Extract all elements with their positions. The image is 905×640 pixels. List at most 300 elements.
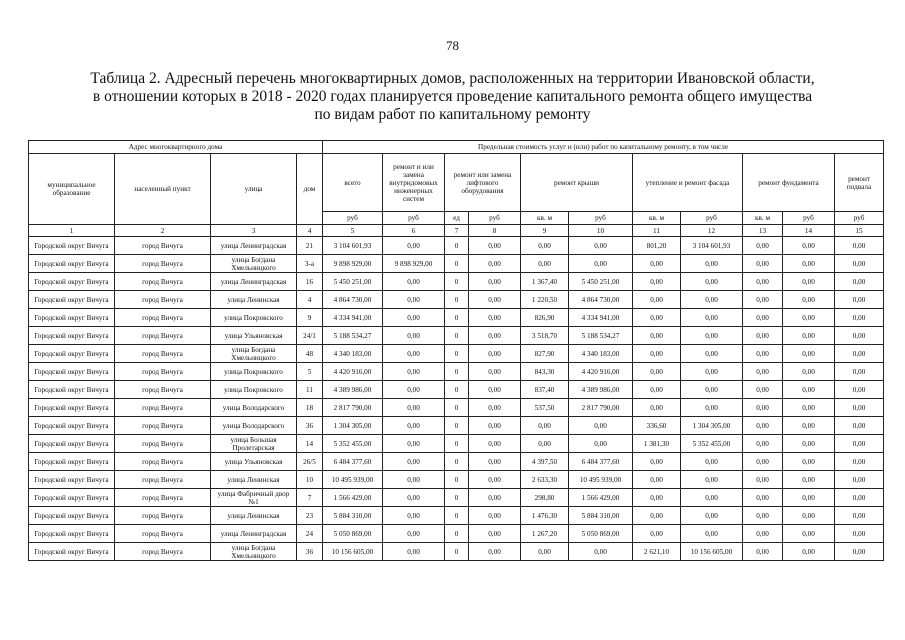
unit-cell: руб: [783, 212, 835, 225]
house-cell: 16: [297, 273, 323, 291]
street-cell: улица Фабричный двор №1: [211, 489, 297, 507]
street-cell: улица Богдана Хмельницкого: [211, 345, 297, 363]
street-cell: улица Ленинская: [211, 291, 297, 309]
house-cell: 11: [297, 381, 323, 399]
total-cost-cell: 10 495 939,00: [323, 471, 383, 489]
roof-cost-cell: 6 484 377,60: [569, 453, 633, 471]
table-row: [29, 435, 884, 453]
foundation-cost-cell: 0,00: [783, 543, 835, 561]
page-number: 78: [446, 38, 459, 53]
total-cost-cell: 9 898 929,00: [323, 255, 383, 273]
total-cost-cell: 4 340 183,00: [323, 345, 383, 363]
column-number-cell: 12: [681, 225, 743, 237]
roof-cost-cell: 5 884 310,00: [569, 507, 633, 525]
engineering-cost-cell: 0,00: [383, 453, 445, 471]
lift-cost-cell: 0,00: [469, 525, 521, 543]
table-row: [29, 417, 884, 435]
facade-area-cell: 0,00: [633, 489, 681, 507]
foundation-area-cell: 0,00: [743, 273, 783, 291]
foundation-cost-cell: 0,00: [783, 399, 835, 417]
basement-cost-cell: 0,00: [835, 507, 884, 525]
locality-cell: город Вичуга: [115, 543, 211, 561]
facade-area-cell: 0,00: [633, 309, 681, 327]
facade-cost-cell: 0,00: [681, 507, 743, 525]
lift-cost-cell: 0,00: [469, 453, 521, 471]
foundation-area-cell: 0,00: [743, 543, 783, 561]
total-cost-cell: 4 864 730,00: [323, 291, 383, 309]
unit-cell: ед: [445, 212, 469, 225]
roof-cost-cell: 4 420 916,00: [569, 363, 633, 381]
facade-area-cell: 0,00: [633, 327, 681, 345]
column-number-cell: 8: [469, 225, 521, 237]
roof-area-cell: 837,40: [521, 381, 569, 399]
locality-cell: город Вичуга: [115, 435, 211, 453]
foundation-cost-cell: 0,00: [783, 417, 835, 435]
facade-area-cell: 0,00: [633, 453, 681, 471]
roof-cost-cell: 0,00: [569, 417, 633, 435]
column-number-cell: 15: [835, 225, 884, 237]
roof-cost-cell: 2 817 790,00: [569, 399, 633, 417]
municipal-cell: Городской округ Вичуга: [29, 507, 115, 525]
street-cell: улица Покровского: [211, 309, 297, 327]
table-row: [29, 381, 884, 399]
foundation-area-cell: 0,00: [743, 309, 783, 327]
house-cell: 26/5: [297, 453, 323, 471]
total-cost-cell: 4 334 941,00: [323, 309, 383, 327]
table-title: [40, 70, 865, 124]
engineering-cost-cell: 0,00: [383, 363, 445, 381]
municipal-cell: Городской округ Вичуга: [29, 255, 115, 273]
facade-cost-cell: 0,00: [681, 381, 743, 399]
street-cell: улица Ульяновская: [211, 327, 297, 345]
facade-area-cell: 801,20: [633, 237, 681, 255]
street-cell: улица Ленинградская: [211, 525, 297, 543]
unit-cell: руб: [323, 212, 383, 225]
roof-area-cell: 1 220,50: [521, 291, 569, 309]
engineering-cost-cell: 0,00: [383, 381, 445, 399]
facade-cost-cell: 0,00: [681, 363, 743, 381]
roof-cost-cell: 4 334 941,00: [569, 309, 633, 327]
engineering-cost-cell: 0,00: [383, 489, 445, 507]
facade-cost-cell: 0,00: [681, 489, 743, 507]
roof-area-cell: 0,00: [521, 543, 569, 561]
street-cell: улица Ленинская: [211, 471, 297, 489]
roof-cost-cell: 5 188 534,27: [569, 327, 633, 345]
municipal-cell: Городской округ Вичуга: [29, 525, 115, 543]
roof-area-cell: 1 476,30: [521, 507, 569, 525]
lift-units-cell: 0: [445, 435, 469, 453]
locality-cell: город Вичуга: [115, 507, 211, 525]
column-number-cell: 4: [297, 225, 323, 237]
table-row: [29, 489, 884, 507]
lift-units-cell: 0: [445, 237, 469, 255]
engineering-cost-cell: 0,00: [383, 399, 445, 417]
lift-units-cell: 0: [445, 273, 469, 291]
lift-units-cell: 0: [445, 327, 469, 345]
municipal-cell: Городской округ Вичуга: [29, 273, 115, 291]
roof-cost-cell: 1 566 429,00: [569, 489, 633, 507]
roof-cost-cell: 5 050 869,00: [569, 525, 633, 543]
house-cell: 18: [297, 399, 323, 417]
foundation-cost-cell: 0,00: [783, 255, 835, 273]
column-number-cell: 6: [383, 225, 445, 237]
lift-units-cell: 0: [445, 381, 469, 399]
lift-cost-cell: 0,00: [469, 309, 521, 327]
header-locality: населенный пункт: [115, 154, 211, 225]
total-cost-cell: 4 420 916,00: [323, 363, 383, 381]
street-cell: улица Володарского: [211, 399, 297, 417]
facade-cost-cell: 0,00: [681, 327, 743, 345]
table-title-line-3: по видам работ по капитальному ремонту: [314, 106, 591, 123]
lift-units-cell: 0: [445, 507, 469, 525]
engineering-cost-cell: 0,00: [383, 525, 445, 543]
basement-cost-cell: 0,00: [835, 255, 884, 273]
locality-cell: город Вичуга: [115, 525, 211, 543]
facade-cost-cell: 0,00: [681, 453, 743, 471]
total-cost-cell: 10 156 605,00: [323, 543, 383, 561]
column-number-cell: 1: [29, 225, 115, 237]
foundation-cost-cell: 0,00: [783, 363, 835, 381]
header-address-group: Адрес многоквартирного дома: [29, 141, 323, 154]
locality-cell: город Вичуга: [115, 417, 211, 435]
basement-cost-cell: 0,00: [835, 363, 884, 381]
foundation-area-cell: 0,00: [743, 435, 783, 453]
header-foundation: ремонт фундамента: [743, 154, 835, 212]
street-cell: улица Ленинградская: [211, 237, 297, 255]
roof-cost-cell: 4 864 730,00: [569, 291, 633, 309]
unit-cell: руб: [835, 212, 884, 225]
municipal-cell: Городской округ Вичуга: [29, 417, 115, 435]
header-engineering: ремонт и или замена внутридомовых инженерных систем: [383, 154, 445, 212]
facade-cost-cell: 0,00: [681, 255, 743, 273]
header-row-columns: [29, 154, 884, 212]
lift-cost-cell: 0,00: [469, 507, 521, 525]
roof-area-cell: 843,30: [521, 363, 569, 381]
engineering-cost-cell: 0,00: [383, 237, 445, 255]
locality-cell: город Вичуга: [115, 345, 211, 363]
roof-cost-cell: 4 389 986,00: [569, 381, 633, 399]
house-cell: 3-а: [297, 255, 323, 273]
roof-area-cell: 537,50: [521, 399, 569, 417]
foundation-cost-cell: 0,00: [783, 489, 835, 507]
facade-cost-cell: 10 156 605,00: [681, 543, 743, 561]
table-row: [29, 507, 884, 525]
locality-cell: город Вичуга: [115, 399, 211, 417]
total-cost-cell: 6 484 377,60: [323, 453, 383, 471]
foundation-cost-cell: 0,00: [783, 381, 835, 399]
house-cell: 48: [297, 345, 323, 363]
roof-area-cell: 0,00: [521, 237, 569, 255]
foundation-area-cell: 0,00: [743, 237, 783, 255]
facade-cost-cell: 0,00: [681, 291, 743, 309]
table-row: [29, 255, 884, 273]
basement-cost-cell: 0,00: [835, 471, 884, 489]
total-cost-cell: 5 450 251,00: [323, 273, 383, 291]
lift-units-cell: 0: [445, 543, 469, 561]
house-cell: 14: [297, 435, 323, 453]
foundation-area-cell: 0,00: [743, 489, 783, 507]
lift-cost-cell: 0,00: [469, 345, 521, 363]
locality-cell: город Вичуга: [115, 381, 211, 399]
municipal-cell: Городской округ Вичуга: [29, 237, 115, 255]
lift-units-cell: 0: [445, 525, 469, 543]
lift-units-cell: 0: [445, 399, 469, 417]
lift-cost-cell: 0,00: [469, 291, 521, 309]
house-cell: 23: [297, 507, 323, 525]
locality-cell: город Вичуга: [115, 255, 211, 273]
facade-cost-cell: 0,00: [681, 345, 743, 363]
roof-cost-cell: 10 495 939,00: [569, 471, 633, 489]
lift-cost-cell: 0,00: [469, 327, 521, 345]
engineering-cost-cell: 0,00: [383, 471, 445, 489]
unit-cell: руб: [469, 212, 521, 225]
facade-area-cell: 0,00: [633, 381, 681, 399]
house-cell: 5: [297, 363, 323, 381]
total-cost-cell: 5 188 534,27: [323, 327, 383, 345]
roof-cost-cell: 0,00: [569, 255, 633, 273]
foundation-cost-cell: 0,00: [783, 435, 835, 453]
lift-units-cell: 0: [445, 255, 469, 273]
street-cell: улица Покровского: [211, 381, 297, 399]
column-number-cell: 11: [633, 225, 681, 237]
house-cell: 36: [297, 543, 323, 561]
table-row: [29, 291, 884, 309]
basement-cost-cell: 0,00: [835, 453, 884, 471]
lift-units-cell: 0: [445, 489, 469, 507]
facade-area-cell: 0,00: [633, 507, 681, 525]
house-cell: 36: [297, 417, 323, 435]
locality-cell: город Вичуга: [115, 237, 211, 255]
facade-cost-cell: 5 352 455,00: [681, 435, 743, 453]
roof-area-cell: 827,90: [521, 345, 569, 363]
facade-area-cell: 1 381,30: [633, 435, 681, 453]
foundation-area-cell: 0,00: [743, 417, 783, 435]
lift-units-cell: 0: [445, 417, 469, 435]
column-number-cell: 9: [521, 225, 569, 237]
street-cell: улица Ленинградская: [211, 273, 297, 291]
roof-area-cell: 298,80: [521, 489, 569, 507]
table-row: [29, 309, 884, 327]
foundation-cost-cell: 0,00: [783, 507, 835, 525]
roof-area-cell: 0,00: [521, 435, 569, 453]
foundation-area-cell: 0,00: [743, 453, 783, 471]
municipal-cell: Городской округ Вичуга: [29, 399, 115, 417]
column-number-cell: 14: [783, 225, 835, 237]
unit-cell: кв. м: [521, 212, 569, 225]
lift-cost-cell: 0,00: [469, 273, 521, 291]
roof-area-cell: 1 367,40: [521, 273, 569, 291]
house-cell: 7: [297, 489, 323, 507]
foundation-area-cell: 0,00: [743, 327, 783, 345]
lift-cost-cell: 0,00: [469, 363, 521, 381]
foundation-cost-cell: 0,00: [783, 453, 835, 471]
facade-area-cell: 0,00: [633, 399, 681, 417]
lift-units-cell: 0: [445, 453, 469, 471]
basement-cost-cell: 0,00: [835, 309, 884, 327]
house-cell: 24/1: [297, 327, 323, 345]
foundation-area-cell: 0,00: [743, 363, 783, 381]
total-cost-cell: 1 304 305,00: [323, 417, 383, 435]
lift-cost-cell: 0,00: [469, 399, 521, 417]
locality-cell: город Вичуга: [115, 273, 211, 291]
roof-cost-cell: 0,00: [569, 435, 633, 453]
total-cost-cell: 4 389 986,00: [323, 381, 383, 399]
municipal-cell: Городской округ Вичуга: [29, 327, 115, 345]
facade-area-cell: 2 621,10: [633, 543, 681, 561]
roof-area-cell: 2 633,30: [521, 471, 569, 489]
engineering-cost-cell: 0,00: [383, 345, 445, 363]
table-title-line-1: Таблица 2. Адресный перечень многоквартирных домов, расположенных на территории Ивановской области,: [90, 70, 815, 87]
locality-cell: город Вичуга: [115, 363, 211, 381]
foundation-cost-cell: 0,00: [783, 345, 835, 363]
header-street: улица: [211, 154, 297, 225]
municipal-cell: Городской округ Вичуга: [29, 345, 115, 363]
roof-area-cell: 4 397,50: [521, 453, 569, 471]
basement-cost-cell: 0,00: [835, 345, 884, 363]
lift-units-cell: 0: [445, 345, 469, 363]
foundation-area-cell: 0,00: [743, 507, 783, 525]
table-row: [29, 327, 884, 345]
basement-cost-cell: 0,00: [835, 435, 884, 453]
foundation-area-cell: 0,00: [743, 399, 783, 417]
lift-cost-cell: 0,00: [469, 417, 521, 435]
total-cost-cell: 2 817 790,00: [323, 399, 383, 417]
locality-cell: город Вичуга: [115, 291, 211, 309]
foundation-area-cell: 0,00: [743, 291, 783, 309]
foundation-area-cell: 0,00: [743, 471, 783, 489]
unit-cell: руб: [383, 212, 445, 225]
table-row: [29, 543, 884, 561]
house-cell: 10: [297, 471, 323, 489]
unit-cell: кв. м: [743, 212, 783, 225]
lift-units-cell: 0: [445, 363, 469, 381]
house-cell: 24: [297, 525, 323, 543]
basement-cost-cell: 0,00: [835, 543, 884, 561]
lift-cost-cell: 0,00: [469, 237, 521, 255]
lift-units-cell: 0: [445, 309, 469, 327]
table-row: [29, 237, 884, 255]
engineering-cost-cell: 0,00: [383, 543, 445, 561]
locality-cell: город Вичуга: [115, 489, 211, 507]
unit-cell: руб: [681, 212, 743, 225]
municipal-cell: Городской округ Вичуга: [29, 309, 115, 327]
foundation-cost-cell: 0,00: [783, 327, 835, 345]
foundation-area-cell: 0,00: [743, 525, 783, 543]
municipal-cell: Городской округ Вичуга: [29, 381, 115, 399]
facade-cost-cell: 1 304 305,00: [681, 417, 743, 435]
facade-area-cell: 0,00: [633, 471, 681, 489]
municipal-cell: Городской округ Вичуга: [29, 471, 115, 489]
lift-cost-cell: 0,00: [469, 435, 521, 453]
foundation-cost-cell: 0,00: [783, 291, 835, 309]
facade-cost-cell: 0,00: [681, 399, 743, 417]
engineering-cost-cell: 0,00: [383, 417, 445, 435]
facade-cost-cell: 0,00: [681, 273, 743, 291]
column-number-cell: 3: [211, 225, 297, 237]
street-cell: улица Покровского: [211, 363, 297, 381]
basement-cost-cell: 0,00: [835, 291, 884, 309]
table-row: [29, 453, 884, 471]
street-cell: улица Богдана Хмельницкого: [211, 543, 297, 561]
house-cell: 21: [297, 237, 323, 255]
roof-area-cell: 826,90: [521, 309, 569, 327]
engineering-cost-cell: 9 898 929,00: [383, 255, 445, 273]
facade-area-cell: 0,00: [633, 525, 681, 543]
engineering-cost-cell: 0,00: [383, 507, 445, 525]
municipal-cell: Городской округ Вичуга: [29, 291, 115, 309]
header-cost-group: Предельная стоимость услуг и (или) работ по капитальному ремонту, в том числе: [323, 141, 884, 154]
facade-area-cell: 0,00: [633, 255, 681, 273]
total-cost-cell: 5 050 869,00: [323, 525, 383, 543]
roof-area-cell: 3 518,70: [521, 327, 569, 345]
column-number-cell: 7: [445, 225, 469, 237]
facade-area-cell: 336,60: [633, 417, 681, 435]
basement-cost-cell: 0,00: [835, 399, 884, 417]
table-row: [29, 471, 884, 489]
roof-area-cell: 0,00: [521, 417, 569, 435]
facade-area-cell: 0,00: [633, 363, 681, 381]
unit-cell: кв. м: [633, 212, 681, 225]
street-cell: улица Ленинская: [211, 507, 297, 525]
table-row: [29, 399, 884, 417]
engineering-cost-cell: 0,00: [383, 273, 445, 291]
lift-cost-cell: 0,00: [469, 489, 521, 507]
foundation-area-cell: 0,00: [743, 381, 783, 399]
foundation-cost-cell: 0,00: [783, 273, 835, 291]
header-lift: ремонт или замена лифтового оборудования: [445, 154, 521, 212]
basement-cost-cell: 0,00: [835, 417, 884, 435]
total-cost-cell: 1 566 429,00: [323, 489, 383, 507]
facade-area-cell: 0,00: [633, 345, 681, 363]
header-basement: ремонт подвала: [835, 154, 884, 212]
street-cell: улица Ульяновская: [211, 453, 297, 471]
foundation-cost-cell: 0,00: [783, 471, 835, 489]
foundation-area-cell: 0,00: [743, 255, 783, 273]
roof-cost-cell: 0,00: [569, 237, 633, 255]
municipal-cell: Городской округ Вичуга: [29, 453, 115, 471]
locality-cell: город Вичуга: [115, 471, 211, 489]
total-cost-cell: 5 352 455,00: [323, 435, 383, 453]
unit-cell: руб: [569, 212, 633, 225]
street-cell: улица Большая Пролетарская: [211, 435, 297, 453]
basement-cost-cell: 0,00: [835, 525, 884, 543]
roof-cost-cell: 4 340 183,00: [569, 345, 633, 363]
foundation-cost-cell: 0,00: [783, 237, 835, 255]
table-row: [29, 345, 884, 363]
street-cell: улица Володарского: [211, 417, 297, 435]
municipal-cell: Городской округ Вичуга: [29, 435, 115, 453]
facade-cost-cell: 3 104 601,93: [681, 237, 743, 255]
basement-cost-cell: 0,00: [835, 381, 884, 399]
total-cost-cell: 5 884 310,00: [323, 507, 383, 525]
house-cell: 4: [297, 291, 323, 309]
header-row-groups: [29, 141, 884, 154]
total-cost-cell: 3 104 601,93: [323, 237, 383, 255]
lift-cost-cell: 0,00: [469, 543, 521, 561]
roof-area-cell: 1 267,20: [521, 525, 569, 543]
engineering-cost-cell: 0,00: [383, 291, 445, 309]
column-number-cell: 13: [743, 225, 783, 237]
basement-cost-cell: 0,00: [835, 489, 884, 507]
lift-cost-cell: 0,00: [469, 381, 521, 399]
engineering-cost-cell: 0,00: [383, 327, 445, 345]
foundation-cost-cell: 0,00: [783, 525, 835, 543]
column-number-cell: 5: [323, 225, 383, 237]
capital-repair-table: [28, 140, 884, 561]
column-number-cell: 2: [115, 225, 211, 237]
facade-area-cell: 0,00: [633, 291, 681, 309]
house-cell: 9: [297, 309, 323, 327]
